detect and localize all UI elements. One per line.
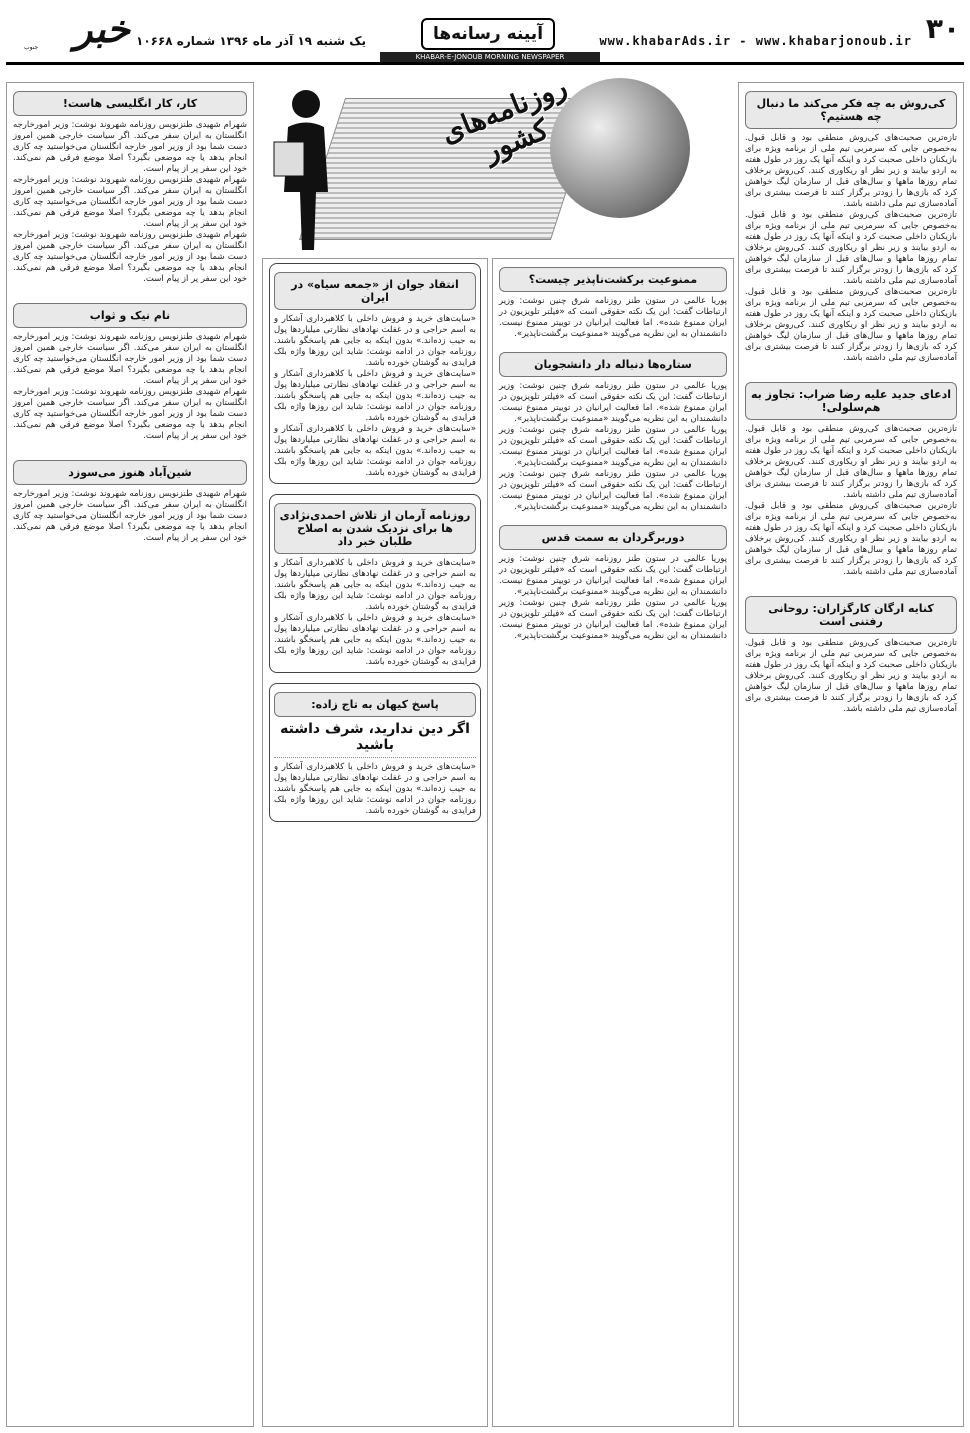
mid-left-text-5: «سایت‌های خرید و فروش داخلی با کلاهبرداری آشکار و به اسم حراجی و در غفلت نهادهای نظارتی میلیاردها پول به جیب زده‌اند.» بدون اینکه به جایی هم پاسخگو باشند. روزنامه جوان در ادامه نوشت: شاید این روزها واژه بلک فرایدی به گوشتان خورده باشد. [274, 613, 476, 667]
middle-right-column [492, 258, 734, 1427]
left-article-text-6: شهرام شهیدی طنزنویس روزنامه شهروند نوشت: وزیر امورخارجه انگلستان به ایران سفر می‌کند. اگر سیاست خارجی همین امروز دست شما بود از وزیر امور خارجه انگلستان می‌خواستید چه کاری انجام بدهد یا چه موضعی بگیرد؟ اصلا موضع فرقی هم نمی‌کند. خود این سفر پر از پیام است. [13, 489, 247, 543]
right-headline-2: ادعای جدید علیه رضا ضراب: تجاوز به هم‌سلولی! [745, 382, 957, 420]
reader-silhouette-icon [266, 82, 346, 252]
right-column [738, 82, 964, 1427]
mid-left-text-3: «سایت‌های خرید و فروش داخلی با کلاهبرداری آشکار و به اسم حراجی و در غفلت نهادهای نظارتی میلیاردها پول به جیب زده‌اند.» بدون اینکه به جایی هم پاسخگو باشند. روزنامه جوان در ادامه نوشت: شاید این روزها واژه بلک فرایدی به گوشتان خورده باشد. [274, 424, 476, 478]
mid-right-text-4: پوریا عالمی در ستون طنز روزنامه شرق چنین نوشت: وزیر ارتباطات گفت: این یک نکته حقوقی است که «فیلتر تلویزیون در ایران ممنوع شده». اما فعالیت ایرانیان در توییتر ممنوع نیست. دانشمندان به این نظریه می‌گویند «ممنوعیت برگشت‌ناپذیر». [499, 469, 727, 512]
right-article-text-2: تازه‌ترین صحبت‌های کی‌روش منطقی بود و قابل قبول. به‌خصوص جایی که سرمربی تیم ملی از برنامه ویژه برای بازیکنان داخلی صحبت کرد و اینکه آنها یک روز در طول هفته به اردو بیایند و زیر نظر او ریکاوری کنند. کی‌روش برخلاف تمام روزها ماهها و سال‌های قبل از سازمان لیگ خواهش کرد که بازی‌ها را زودتر برگزار کنند تا فرصت بیشتری برای آماده‌سازی تیم ملی داشته باشد. [745, 210, 957, 286]
left-headline-1: کار، کار انگلیسی هاست! [13, 91, 247, 116]
left-article-text-4: شهرام شهیدی طنزنویس روزنامه شهروند نوشت: وزیر امورخارجه انگلستان به ایران سفر می‌کند. اگر سیاست خارجی همین امروز دست شما بود از وزیر امور خارجه انگلستان می‌خواستید چه کاری انجام بدهد یا چه موضعی بگیرد؟ اصلا موضع فرقی هم نمی‌کند. خود این سفر پر از پیام است. [13, 332, 247, 386]
english-subhead: KHABAR-E-JONOUB MORNING NEWSPAPER [380, 52, 600, 62]
mid-left-box-3 [269, 683, 481, 822]
mid-left-title-3: پاسخ کیهان به تاج زاده: [274, 692, 476, 717]
mid-right-title-3: دوربرگردان به سمت قدس [499, 525, 727, 550]
left-headline-3: شین‌آباد هنوز می‌سوزد [13, 460, 247, 485]
mid-right-text-3: پوریا عالمی در ستون طنز روزنامه شرق چنین نوشت: وزیر ارتباطات گفت: این یک نکته حقوقی است که «فیلتر تلویزیون در ایران ممنوع شده». اما فعالیت ایرانیان در توییتر ممنوع نیست. دانشمندان به این نظریه می‌گویند «ممنوعیت برگشت‌ناپذیر». [499, 425, 727, 468]
left-headline-2: نام نیک و ثواب [13, 303, 247, 328]
left-article-text-3: شهرام شهیدی طنزنویس روزنامه شهروند نوشت: وزیر امورخارجه انگلستان به ایران سفر می‌کند. اگر سیاست خارجی همین امروز دست شما بود از وزیر امور خارجه انگلستان می‌خواستید چه کاری انجام بدهد یا چه موضعی بگیرد؟ اصلا موضع فرقی هم نمی‌کند. خود این سفر پر از پیام است. [13, 230, 247, 284]
mid-left-box-1 [269, 263, 481, 484]
right-headline-3: کنایه ارگان کارگزاران: روحانی رفتنی است [745, 596, 957, 634]
mid-left-text-4: «سایت‌های خرید و فروش داخلی با کلاهبرداری آشکار و به اسم حراجی و در غفلت نهادهای نظارتی میلیاردها پول به جیب زده‌اند.» بدون اینکه به جایی هم پاسخگو باشند. روزنامه جوان در ادامه نوشت: شاید این روزها واژه بلک فرایدی به گوشتان خورده باشد. [274, 558, 476, 612]
mid-right-title-2: ستاره‌ها دنباله دار دانشجویان [499, 352, 727, 377]
mid-left-title-2: روزنامه آرمان از تلاش احمدی‌نژادی ها برای نزدیک شدن به اصلاح طلبان خبر داد [274, 503, 476, 554]
left-article-text-5: شهرام شهیدی طنزنویس روزنامه شهروند نوشت: وزیر امورخارجه انگلستان به ایران سفر می‌کند. اگر سیاست خارجی همین امروز دست شما بود از وزیر امور خارجه انگلستان می‌خواستید چه کاری انجام بدهد یا چه موضعی بگیرد؟ اصلا موضع فرقی هم نمی‌کند. خود این سفر پر از پیام است. [13, 387, 247, 441]
mid-left-box-2 [269, 494, 481, 673]
issue-info: یک شنبه ۱۹ آذر ماه ۱۳۹۶ شماره ۱۰۶۶۸ [136, 34, 367, 48]
mid-right-text-6: پوریا عالمی در ستون طنز روزنامه شرق چنین نوشت: وزیر ارتباطات گفت: این یک نکته حقوقی است که «فیلتر تلویزیون در ایران ممنوع شده». اما فعالیت ایرانیان در توییتر ممنوع نیست. دانشمندان به این نظریه می‌گویند «ممنوعیت برگشت‌ناپذیر». [499, 598, 727, 641]
newspaper-logo: خبر [74, 6, 130, 51]
mid-left-text-6: «سایت‌های خرید و فروش داخلی با کلاهبرداری آشکار و به اسم حراجی و در غفلت نهادهای نظارتی میلیاردها پول به جیب زده‌اند.» بدون اینکه به جایی هم پاسخگو باشند. روزنامه جوان در ادامه نوشت: شاید این روزها واژه بلک فرایدی به گوشتان خورده باشد. [274, 762, 476, 816]
left-column [6, 82, 254, 1427]
right-article-text-4: تازه‌ترین صحبت‌های کی‌روش منطقی بود و قابل قبول. به‌خصوص جایی که سرمربی تیم ملی از برنامه ویژه برای بازیکنان داخلی صحبت کرد و اینکه آنها یک روز در طول هفته به اردو بیایند و زیر نظر او ریکاوری کنند. کی‌روش برخلاف تمام روزها ماهها و سال‌های قبل از سازمان لیگ خواهش کرد که بازی‌ها را زودتر برگزار کنند تا فرصت بیشتری برای آماده‌سازی تیم ملی داشته باشد. [745, 424, 957, 500]
mid-left-title-1: انتقاد جوان از «جمعه سیاه» در ایران [274, 272, 476, 310]
right-article-text-3: تازه‌ترین صحبت‌های کی‌روش منطقی بود و قابل قبول. به‌خصوص جایی که سرمربی تیم ملی از برنامه ویژه برای بازیکنان داخلی صحبت کرد و اینکه آنها یک روز در طول هفته به اردو بیایند و زیر نظر او ریکاوری کنند. کی‌روش برخلاف تمام روزها ماهها و سال‌های قبل از سازمان لیگ خواهش کرد که بازی‌ها را زودتر برگزار کنند تا فرصت بیشتری برای آماده‌سازی تیم ملی داشته باشد. [745, 287, 957, 363]
mid-right-text-1: پوریا عالمی در ستون طنز روزنامه شرق چنین نوشت: وزیر ارتباطات گفت: این یک نکته حقوقی است که «فیلتر تلویزیون در ایران ممنوع شده». اما فعالیت ایرانیان در توییتر ممنوع نیست. دانشمندان به این نظریه می‌گویند «ممنوعیت برگشت‌ناپذیر». [499, 296, 727, 339]
mid-left-text-1: «سایت‌های خرید و فروش داخلی با کلاهبرداری آشکار و به اسم حراجی و در غفلت نهادهای نظارتی میلیاردها پول به جیب زده‌اند.» بدون اینکه به جایی هم پاسخگو باشند. روزنامه جوان در ادامه نوشت: شاید این روزها واژه بلک فرایدی به گوشتان خورده باشد. [274, 314, 476, 368]
hero-graphic [258, 70, 710, 254]
hero-title: روزنامه‌های کشور [436, 70, 572, 169]
logo-subtitle: جنوب [24, 44, 39, 51]
mid-right-text-5: پوریا عالمی در ستون طنز روزنامه شرق چنین نوشت: وزیر ارتباطات گفت: این یک نکته حقوقی است که «فیلتر تلویزیون در ایران ممنوع شده». اما فعالیت ایرانیان در توییتر ممنوع نیست. دانشمندان به این نظریه می‌گویند «ممنوعیت برگشت‌ناپذیر». [499, 554, 727, 597]
right-article-text-5: تازه‌ترین صحبت‌های کی‌روش منطقی بود و قابل قبول. به‌خصوص جایی که سرمربی تیم ملی از برنامه ویژه برای بازیکنان داخلی صحبت کرد و اینکه آنها یک روز در طول هفته به اردو بیایند و زیر نظر او ریکاوری کنند. کی‌روش برخلاف تمام روزها ماهها و سال‌های قبل از سازمان لیگ خواهش کرد که بازی‌ها را زودتر برگزار کنند تا فرصت بیشتری برای آماده‌سازی تیم ملی داشته باشد. [745, 501, 957, 577]
site-urls[interactable]: www.khabarAds.ir - www.khabarjonoub.ir [599, 34, 912, 48]
left-article-text-2: شهرام شهیدی طنزنویس روزنامه شهروند نوشت: وزیر امورخارجه انگلستان به ایران سفر می‌کند. اگر سیاست خارجی همین امروز دست شما بود از وزیر امور خارجه انگلستان می‌خواستید چه کاری انجام بدهد یا چه موضعی بگیرد؟ اصلا موضع فرقی هم نمی‌کند. خود این سفر پر از پیام است. [13, 175, 247, 229]
mid-right-text-2: پوریا عالمی در ستون طنز روزنامه شرق چنین نوشت: وزیر ارتباطات گفت: این یک نکته حقوقی است که «فیلتر تلویزیون در ایران ممنوع شده». اما فعالیت ایرانیان در توییتر ممنوع نیست. دانشمندان به این نظریه می‌گویند «ممنوعیت برگشت‌ناپذیر». [499, 381, 727, 424]
mid-left-text-2: «سایت‌های خرید و فروش داخلی با کلاهبرداری آشکار و به اسم حراجی و در غفلت نهادهای نظارتی میلیاردها پول به جیب زده‌اند.» بدون اینکه به جایی هم پاسخگو باشند. روزنامه جوان در ادامه نوشت: شاید این روزها واژه بلک فرایدی به گوشتان خورده باشد. [274, 369, 476, 423]
section-title: آیینه رسانه‌ها [421, 18, 555, 50]
right-article-text-6: تازه‌ترین صحبت‌های کی‌روش منطقی بود و قابل قبول. به‌خصوص جایی که سرمربی تیم ملی از برنامه ویژه برای بازیکنان داخلی صحبت کرد و اینکه آنها یک روز در طول هفته به اردو بیایند و زیر نظر او ریکاوری کنند. کی‌روش برخلاف تمام روزها ماهها و سال‌های قبل از سازمان لیگ خواهش کرد که بازی‌ها را زودتر برگزار کنند تا فرصت بیشتری برای آماده‌سازی تیم ملی داشته باشد. [745, 638, 957, 714]
mid-left-title-3-sub: اگر دین ندارید، شرف داشته باشید [274, 721, 476, 758]
right-headline-1: کی‌روش به چه فکر می‌کند ما دنبال چه هستیم؟ [745, 91, 957, 129]
page-number: ۳۰ [925, 12, 961, 45]
left-article-text-1: شهرام شهیدی طنزنویس روزنامه شهروند نوشت: وزیر امورخارجه انگلستان به ایران سفر می‌کند. اگر سیاست خارجی همین امروز دست شما بود از وزیر امور خارجه انگلستان می‌خواستید چه کاری انجام بدهد یا چه موضعی بگیرد؟ اصلا موضع فرقی هم نمی‌کند. خود این سفر پر از پیام است. [13, 120, 247, 174]
middle-left-column [262, 258, 488, 1427]
right-article-text: تازه‌ترین صحبت‌های کی‌روش منطقی بود و قابل قبول. به‌خصوص جایی که سرمربی تیم ملی از برنامه ویژه برای بازیکنان داخلی صحبت کرد و اینکه آنها یک روز در طول هفته به اردو بیایند و زیر نظر او ریکاوری کنند. کی‌روش برخلاف تمام روزها ماهها و سال‌های قبل از سازمان لیگ خواهش کرد که بازی‌ها را زودتر برگزار کنند تا فرصت بیشتری برای آماده‌سازی تیم ملی داشته باشد. [745, 133, 957, 209]
masthead [6, 8, 964, 50]
mid-right-title-1: ممنوعیت برکشت‌ناپذیر چیست؟ [499, 267, 727, 292]
header-divider [6, 62, 964, 65]
